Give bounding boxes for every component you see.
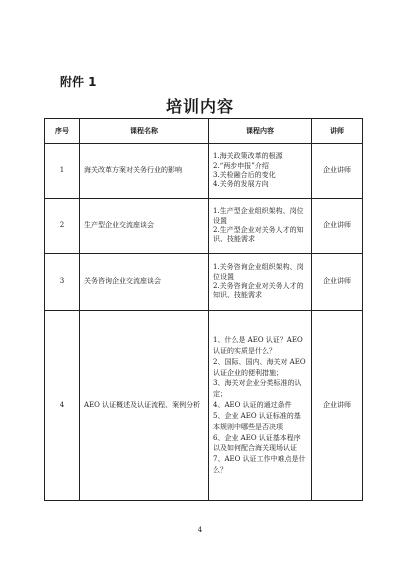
content-line: 1.关务咨询企业组织架构、岗位设置 [213,263,304,281]
teacher: 企业讲师 [312,254,363,311]
page-number: 4 [197,526,203,534]
row-number: 2 [45,199,80,254]
course-name: 海关改革方案对关务行业的影响 [80,144,209,199]
content-line: 2.生产型企业对关务人才的知识、技能需求 [213,226,304,244]
table-row [45,254,363,311]
content-line: 4.关务的发展方向 [213,180,269,189]
row-number: 4 [45,311,80,501]
content-line: 4、AEO 认证的通过条件 [213,401,292,410]
header-course-content: 课程内容 [209,119,312,144]
teacher: 企业讲师 [312,199,363,254]
course-content [209,311,312,501]
row-number: 1 [45,144,80,199]
table-row [45,199,363,254]
course-name: 关务咨询企业交流座谈会 [80,254,209,311]
training-content-table [44,118,363,501]
content-line: 2.关务咨询企业对关务人才的知识、技能需求 [213,282,304,300]
attachment-label: 附件 1 [60,75,97,89]
page-title: 培训内容 [165,97,234,116]
content-line: 2.“两步申报”介绍 [213,161,269,170]
teacher: 企业讲师 [312,144,363,199]
content-line: 1.生产型企业组织架构、岗位设置 [213,207,304,225]
table-row [45,144,363,199]
course-content [209,254,312,311]
row-number: 3 [45,254,80,311]
table-row [45,311,363,501]
header-teacher: 讲师 [312,119,363,144]
course-content [209,199,312,254]
content-line: 5、企业 AEO 认证标准的基本规则中哪些是否决项 [213,411,301,431]
content-line: 1、什么是 AEO 认证？AEO 认证的实质是什么？ [213,336,303,355]
course-name: AEO 认证概述及认证流程、案例分析 [80,311,209,501]
content-line: 6、企业 AEO 认证基本程序以及如何配合海关现场认证 [213,433,301,453]
content-line: 3.关检融合后的变化 [213,171,276,179]
teacher: 企业讲师 [312,311,363,501]
content-line: 2、国际、国内、海关对 AEO 认证企业的便利措施； [213,357,306,377]
content-line: 7、AEO 认证工作中难点是什么？ [213,455,306,475]
content-line: 3、海关对企业分类标准的认定； [213,379,302,399]
course-content [209,144,312,199]
content-line: 1.海关政策改革的根源 [213,152,283,161]
header-course-name: 课程名称 [80,119,209,144]
course-name: 生产型企业交流座谈会 [80,199,209,254]
table-header-row [45,119,363,144]
header-number: 序号 [45,119,80,144]
